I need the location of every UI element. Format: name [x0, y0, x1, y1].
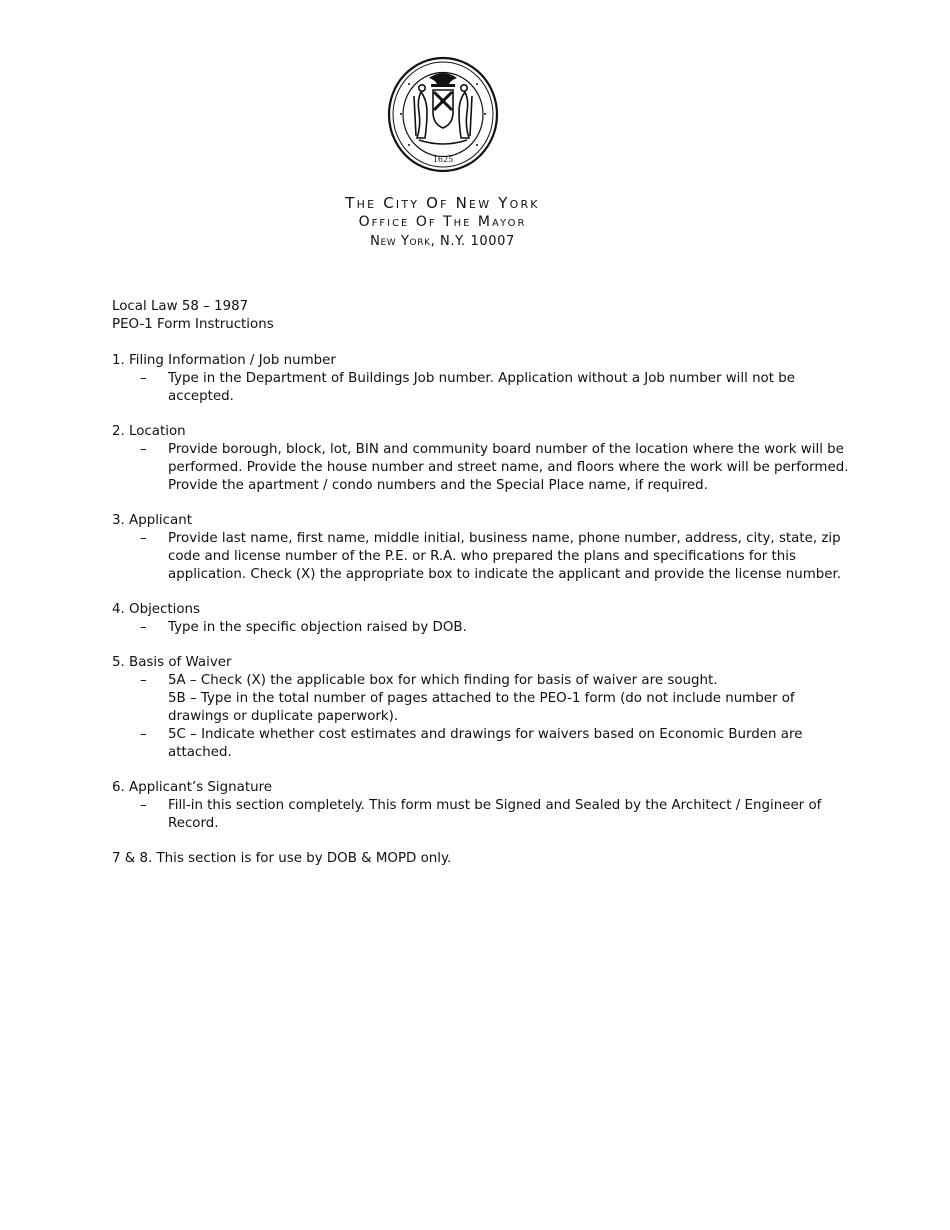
section-title: 7 & 8. This section is for use by DOB & MOPD only.: [112, 851, 452, 866]
letterhead-address: New York, N.Y. 10007: [370, 234, 515, 249]
item-text: Provide last name, first name, middle initial, business name, phone number, address, city, state, zip code and license number of the P.E. or R.A. who prepared the plans and specifications for this application. Check (X) the appropriate box to indicate the applicant and provide the license number.: [168, 531, 842, 582]
letterhead: [0, 194, 885, 251]
item-text: 5B – Type in the total number of pages attached to the PEO-1 form (do not include number of drawings or duplicate paperwork).: [168, 691, 795, 724]
letterhead-office: Office Of The Mayor: [358, 214, 527, 230]
section-filing-information: [112, 352, 852, 406]
section-title: 2. Location: [112, 424, 186, 439]
list-item: [112, 441, 852, 495]
bullet-dash: –: [140, 531, 147, 546]
form-title: PEO-1 Form Instructions: [112, 317, 274, 332]
item-text: Type in the Department of Buildings Job number. Application without a Job number will not be accepted.: [168, 371, 795, 404]
bullet-dash: –: [140, 798, 147, 813]
section-applicant-signature: [112, 779, 852, 833]
bullet-dash: –: [140, 371, 147, 386]
bullet-dash: –: [140, 442, 147, 457]
item-text: 5A – Check (X) the applicable box for which finding for basis of waiver are sought.: [168, 673, 718, 688]
list-item: [112, 690, 852, 726]
list-item: [112, 619, 852, 637]
section-title: 4. Objections: [112, 602, 201, 617]
item-text: 5C – Indicate whether cost estimates and drawings for waivers based on Economic Burden are attached.: [168, 727, 803, 760]
section-title: 1. Filing Information / Job number: [112, 353, 336, 368]
list-item: [112, 672, 852, 690]
law-reference: Local Law 58 – 1987: [112, 299, 249, 314]
bullet-dash: –: [140, 673, 147, 688]
section-location: [112, 423, 852, 495]
section-applicant: [112, 512, 852, 584]
section-basis-of-waiver: [112, 654, 852, 762]
instructions-body: [112, 298, 852, 885]
seal-year: 1625: [432, 155, 454, 164]
list-item: [112, 370, 852, 406]
document-heading: [112, 298, 852, 334]
section-title: 5. Basis of Waiver: [112, 655, 232, 670]
section-title: 3. Applicant: [112, 513, 192, 528]
bullet-dash: –: [140, 620, 147, 635]
list-item: [112, 797, 852, 833]
item-text: Type in the specific objection raised by DOB.: [168, 620, 467, 635]
item-text: Provide borough, block, lot, BIN and community board number of the location where the work will be performed. Provide the house number and street name, and floors where the work will be performed. Provide the apartment / condo numbers and the Special Place name, if required.: [168, 442, 849, 493]
nyc-seal-icon: [387, 56, 499, 173]
item-text: Fill-in this section completely. This form must be Signed and Sealed by the Architect / Engineer of Record.: [168, 798, 822, 831]
letterhead-city: The City Of New York: [345, 194, 540, 212]
bullet-dash: –: [140, 727, 147, 742]
section-title: 6. Applicant’s Signature: [112, 780, 273, 795]
section-dob-mopd: [112, 850, 852, 868]
section-objections: [112, 601, 852, 637]
list-item: [112, 530, 852, 584]
list-item: [112, 726, 852, 762]
